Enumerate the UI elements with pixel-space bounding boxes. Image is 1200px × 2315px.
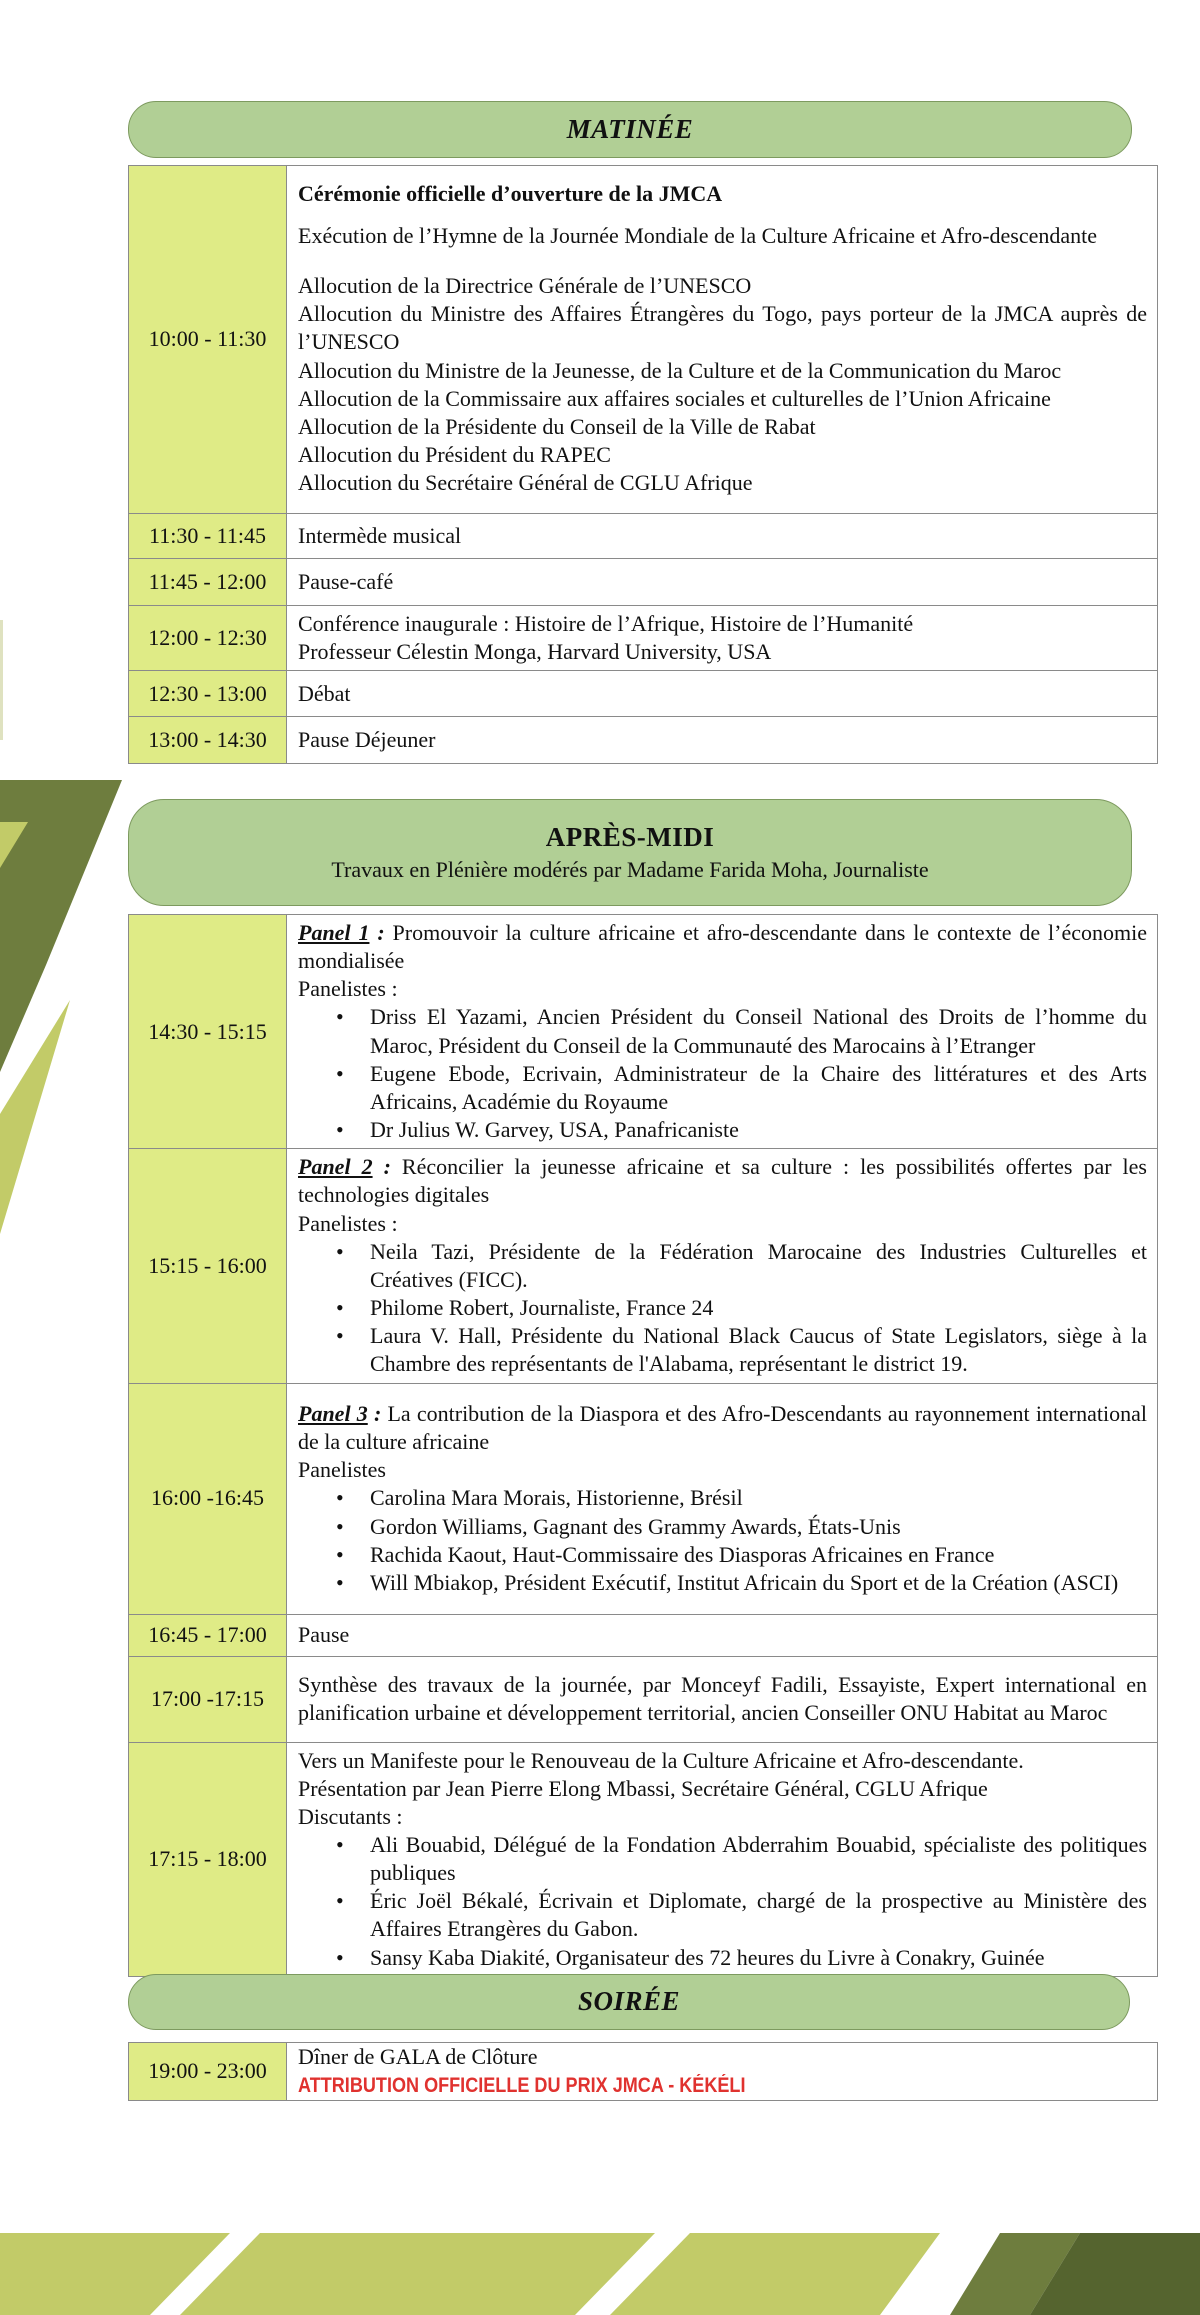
opening-ceremony-heading: Cérémonie officielle d’ouverture de la JMCA	[298, 180, 723, 206]
table-row	[129, 717, 1158, 764]
desc-cell	[287, 2043, 1158, 2101]
table-row	[129, 1614, 1158, 1656]
panel-label: Panel 1	[298, 920, 370, 945]
time-cell: 15:15 - 16:00	[129, 1149, 287, 1383]
list-item: • Driss El Yazami, Ancien Président du Conseil National des Droits de l’homme du Maroc, Président du Conseil de la Communauté des Marocains à l’Etranger	[370, 1003, 1147, 1059]
discutant-list	[370, 1831, 1147, 1972]
time-cell: 11:45 - 12:00	[129, 559, 287, 606]
conference-title: Conférence inaugurale : Histoire de l’Afrique, Histoire de l’Humanité	[298, 611, 914, 636]
prize-highlight: ATTRIBUTION OFFICIELLE DU PRIX JMCA - KÉKÉLI	[298, 2074, 746, 2098]
time-cell: 11:30 - 11:45	[129, 514, 287, 559]
table-row	[129, 1742, 1158, 1976]
list-item: • Rachida Kaout, Haut-Commissaire des Diasporas Africaines en France	[370, 1541, 1147, 1569]
panel-label: Panel 2	[298, 1154, 373, 1180]
time-cell: 16:00 -16:45	[129, 1383, 287, 1614]
desc-cell: Pause	[287, 1614, 1158, 1656]
panelists-label: Panelistes :	[298, 976, 398, 1002]
evening-banner	[128, 1974, 1130, 2030]
panelist-list	[370, 1003, 1147, 1144]
panel-topic: Panel 3 : La contribution de la Diaspora et des Afro-Descendants au rayonnement international de la culture africaine	[298, 1400, 1148, 1455]
list-item: • Ali Bouabid, Délégué de la Fondation Abderrahim Bouabid, spécialiste des politiques publiques	[370, 1831, 1147, 1887]
anthem-line: Exécution de l’Hymne de la Journée Mondiale de la Culture Africaine et Afro-descendante	[298, 222, 1098, 248]
table-row	[129, 514, 1158, 559]
desc-cell: Débat	[287, 671, 1158, 717]
table-row	[129, 671, 1158, 717]
discutants-label: Discutants :	[298, 1803, 403, 1829]
list-item: • Gordon Williams, Gagnant des Grammy Awards, États-Unis	[370, 1513, 1147, 1541]
time-cell: 12:00 - 12:30	[129, 606, 287, 671]
desc-cell: Pause Déjeuner	[287, 717, 1158, 764]
morning-banner	[128, 101, 1132, 158]
time-cell: 17:00 -17:15	[129, 1656, 287, 1742]
time-cell: 19:00 - 23:00	[129, 2043, 287, 2101]
time-cell: 10:00 - 11:30	[129, 166, 287, 514]
time-cell: 17:15 - 18:00	[129, 1742, 287, 1976]
time-cell: 12:30 - 13:00	[129, 671, 287, 717]
speech-line: Allocution du Secrétaire Général de CGLU Afrique	[298, 470, 753, 496]
afternoon-subtitle: Travaux en Plénière modérés par Madame Farida Moha, Journaliste	[331, 857, 929, 882]
table-row	[129, 1383, 1158, 1614]
panelist-list	[370, 1238, 1147, 1379]
afternoon-banner	[128, 799, 1132, 906]
speech-line: Allocution de la Commissaire aux affaires sociales et culturelles de l’Union Africaine	[298, 385, 1051, 411]
panelists-label: Panelistes :	[298, 1210, 398, 1236]
speech-line: Allocution du Président du RAPEC	[298, 441, 611, 467]
gala-dinner: Dîner de GALA de Clôture	[298, 2044, 538, 2069]
desc-cell: Intermède musical	[287, 514, 1158, 559]
list-item: • Éric Joël Békalé, Écrivain et Diplomate, chargé de la prospective au Ministère des Affaires Etrangères du Gabon.	[370, 1887, 1147, 1943]
panel-topic: Panel 2 : Réconcilier la jeunesse africaine et sa culture : les possibilités offertes par les technologies digitales	[298, 1154, 1147, 1208]
table-row	[129, 1656, 1158, 1742]
table-row	[129, 559, 1158, 606]
table-row	[129, 166, 1158, 514]
desc-cell: Synthèse des travaux de la journée, par Monceyf Fadili, Essayiste, Expert international en planification urbaine et développement territorial, ancien Conseiller ONU Habitat au Maroc	[287, 1656, 1158, 1742]
panel-cell	[287, 1149, 1158, 1383]
desc-cell: Pause-café	[287, 559, 1158, 606]
opening-ceremony-cell	[287, 166, 1158, 514]
time-cell: 16:45 - 17:00	[129, 1614, 287, 1656]
conference-speaker: Professeur Célestin Monga, Harvard University, USA	[298, 639, 772, 665]
afternoon-table	[128, 914, 1158, 1977]
time-cell: 13:00 - 14:30	[129, 717, 287, 764]
list-item: • Laura V. Hall, Présidente du National Black Caucus of State Legislators, siège à la Chambre des représentants de l'Alabama, représentant le district 19.	[370, 1322, 1147, 1378]
manifeste-title: Vers un Manifeste pour le Renouveau de la Culture Africaine et Afro-descendante.	[298, 1747, 1024, 1773]
list-item: • Sansy Kaba Diakité, Organisateur des 72 heures du Livre à Conakry, Guinée	[370, 1944, 1147, 1972]
list-item: • Neila Tazi, Présidente de la Fédération Marocaine des Industries Culturelles et Créatives (FICC).	[370, 1238, 1147, 1294]
list-item: • Philome Robert, Journaliste, France 24	[370, 1294, 1147, 1322]
afternoon-title: APRÈS-MIDI	[545, 822, 715, 852]
morning-title: MATINÉE	[566, 114, 694, 144]
list-item: • Will Mbiakop, Président Exécutif, Institut Africain du Sport et de la Création (ASCI)	[370, 1569, 1147, 1597]
panel-cell	[287, 915, 1158, 1149]
time-cell: 14:30 - 15:15	[129, 915, 287, 1149]
list-item: • Carolina Mara Morais, Historienne, Brésil	[370, 1484, 1147, 1512]
panel-topic: Panel 1 : Promouvoir la culture africaine et afro-descendante dans le contexte de l’économie mondialisée	[298, 920, 1147, 974]
speech-line: Allocution du Ministre de la Jeunesse, de la Culture et de la Communication du Maroc	[298, 357, 1062, 383]
list-item: • Dr Julius W. Garvey, USA, Panafricaniste	[370, 1116, 1147, 1144]
manifeste-presenter: Présentation par Jean Pierre Elong Mbassi, Secrétaire Général, CGLU Afrique	[298, 1775, 988, 1801]
table-row	[129, 606, 1158, 671]
evening-table	[128, 2042, 1158, 2101]
speech-line: Allocution de la Présidente du Conseil de la Ville de Rabat	[298, 413, 816, 439]
list-item: • Eugene Ebode, Ecrivain, Administrateur de la Chaire des littératures et des Arts Africains, Académie du Royaume	[370, 1060, 1147, 1116]
table-row	[129, 1149, 1158, 1383]
panel-cell	[287, 1383, 1158, 1614]
desc-cell	[287, 606, 1158, 671]
manifeste-cell	[287, 1742, 1158, 1976]
panelists-label: Panelistes	[298, 1457, 386, 1483]
speech-line: Allocution du Ministre des Affaires Étrangères du Togo, pays porteur de la JMCA auprès de l’UNESCO	[298, 301, 1147, 355]
panel-label: Panel 3	[298, 1400, 368, 1426]
table-row	[129, 2043, 1158, 2101]
panelist-list	[370, 1484, 1147, 1597]
evening-title: SOIRÉE	[577, 1986, 681, 2016]
morning-table	[128, 165, 1158, 764]
speech-line: Allocution de la Directrice Générale de l’UNESCO	[298, 273, 752, 299]
table-row	[129, 915, 1158, 1149]
